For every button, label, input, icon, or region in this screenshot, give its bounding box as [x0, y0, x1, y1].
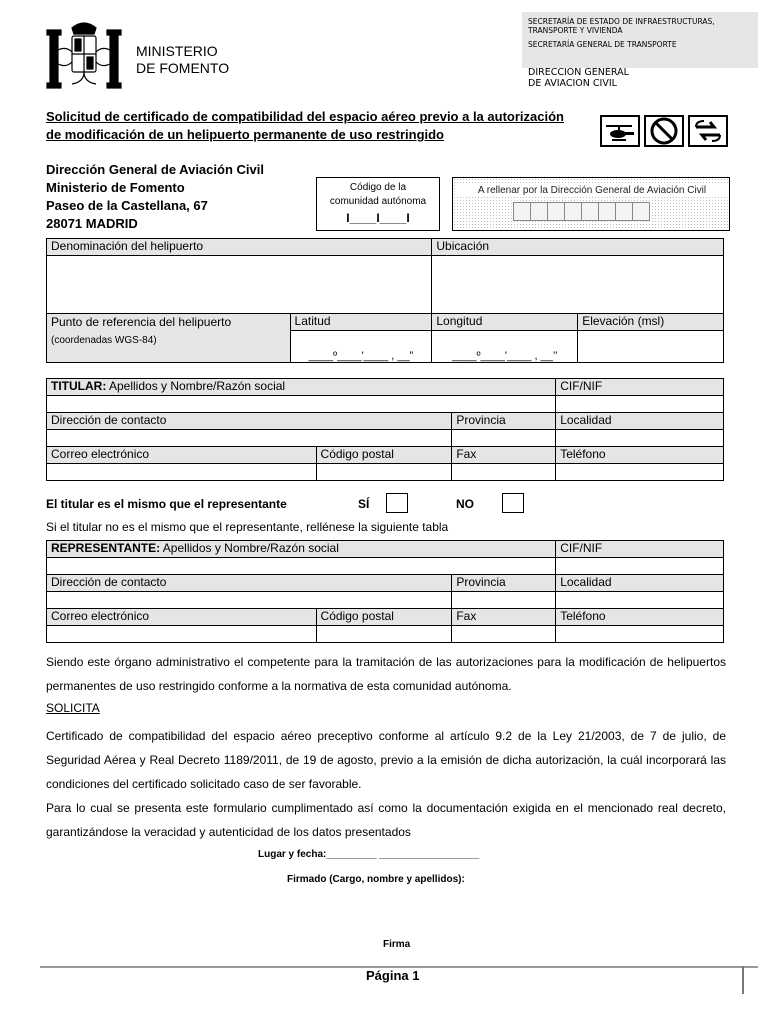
secretariat-box	[522, 12, 758, 68]
holder-email-label: Correo electrónico	[47, 447, 317, 464]
rep-locality-field[interactable]	[556, 592, 724, 609]
ministry-line: MINISTERIO	[136, 43, 218, 59]
page-number: Página 1	[366, 968, 420, 983]
holder-address-label: Dirección de contacto	[47, 413, 452, 430]
holder-phone-field[interactable]	[556, 464, 724, 481]
rep-title-bold: REPRESENTANTE:	[51, 541, 161, 555]
holder-locality-field[interactable]	[556, 430, 724, 447]
reserved-cell	[564, 202, 582, 221]
prohibited-icon	[645, 116, 683, 146]
ref-point-label: Punto de referencia del helipuerto	[51, 315, 232, 329]
holder-name-label	[47, 379, 556, 396]
rep-province-field[interactable]	[452, 592, 556, 609]
dgac-line: DE AVIACION CIVIL	[528, 78, 617, 89]
category-icons	[600, 113, 730, 149]
latitude-field[interactable]: ____º____'____ , __”	[290, 331, 432, 363]
dgac-reserved-box	[452, 177, 730, 231]
no-option-label: NO	[456, 497, 474, 511]
title-line: de modificación de un helipuerto permanente de uso restringido	[46, 127, 444, 142]
reserved-cell	[530, 202, 548, 221]
reserved-cell	[615, 202, 633, 221]
heliport-table	[46, 238, 724, 363]
latitude-label: Latitud	[290, 314, 432, 331]
ministry-line: DE FOMENTO	[136, 60, 230, 76]
reserved-cell	[581, 202, 599, 221]
dgac-heading	[528, 67, 629, 89]
holder-postal-field[interactable]	[316, 464, 452, 481]
title-line: Solicitud de certificado de compatibilidad del espacio aéreo previo a la autorización	[46, 109, 564, 124]
solicita-heading: SOLICITA	[46, 701, 100, 715]
holder-province-field[interactable]	[452, 430, 556, 447]
address-line: Paseo de la Castellana, 67	[46, 198, 208, 213]
recipient-address	[46, 161, 264, 233]
longitude-field[interactable]: ____º____'____ , __’’	[432, 331, 578, 363]
no-checkbox[interactable]	[502, 493, 524, 513]
address-line: Ministerio de Fomento	[46, 180, 185, 195]
rep-postal-label: Código postal	[316, 609, 452, 626]
rep-fax-label: Fax	[452, 609, 556, 626]
longitude-label: Longitud	[432, 314, 578, 331]
holder-fax-label: Fax	[452, 447, 556, 464]
same-holder-question: El titular es el mismo que el representante	[46, 497, 287, 511]
reserved-cell	[632, 202, 650, 221]
ref-point-cell	[47, 314, 291, 363]
holder-fax-field[interactable]	[452, 464, 556, 481]
rep-postal-field[interactable]	[316, 626, 452, 643]
dgac-reserved-label: A rellenar por la Dirección General de Aviación Civil	[456, 185, 728, 196]
rep-email-label: Correo electrónico	[47, 609, 317, 626]
competence-paragraph: Siendo este órgano administrativo el competente para la tramitación de las autorizaciones para la modificación de helipuertos permanentes de uso restringido conforme a la normativa de esta comunidad autónoma.	[46, 655, 726, 693]
holder-table	[46, 378, 724, 481]
rep-cif-field[interactable]	[556, 558, 724, 575]
rep-phone-label: Teléfono	[556, 609, 724, 626]
community-code-label: Código de la	[349, 182, 407, 193]
reserved-cell	[598, 202, 616, 221]
rep-cif-label: CIF/NIF	[556, 541, 724, 558]
holder-province-label: Provincia	[452, 413, 556, 430]
yes-checkbox[interactable]	[386, 493, 408, 513]
ref-point-note: (coordenadas WGS-84)	[51, 335, 157, 346]
holder-address-field[interactable]	[47, 430, 452, 447]
secretary-state: SECRETARÍA DE ESTADO DE INFRAESTRUCTURAS, TRANSPORTE Y VIVIENDA	[528, 17, 715, 35]
helicopter-icon	[601, 116, 639, 146]
request-paragraph: Certificado de compatibilidad del espacio aéreo preceptivo conforme al artículo 9.2 de la Ley 21/2003, de 7 de julio, de Seguridad Aérea y Real Decreto 1189/2011, de 19 de agosto, previo a la emisión de dicha autorización, la cuál incorporará las condiciones del certificado solicitado caso de ser favorable.	[46, 729, 726, 791]
rep-address-field[interactable]	[47, 592, 452, 609]
holder-email-field[interactable]	[47, 464, 317, 481]
community-code-box[interactable]	[316, 177, 440, 231]
rep-phone-field[interactable]	[556, 626, 724, 643]
signed-by-label: Firmado (Cargo, nombre y apellidos):	[287, 874, 465, 885]
place-date-line[interactable]: Lugar y fecha:_________ __________________	[258, 849, 480, 860]
holder-phone-label: Teléfono	[556, 447, 724, 464]
community-code-value: I____I____I	[346, 211, 410, 225]
heliport-location-label: Ubicación	[432, 239, 724, 256]
address-line: 28071 MADRID	[46, 216, 138, 231]
rep-name-label	[47, 541, 556, 558]
holder-title-bold: TITULAR:	[51, 379, 107, 393]
address-line: Dirección General de Aviación Civil	[46, 162, 264, 177]
dgac-reserved-cells	[513, 202, 649, 221]
reserved-cell	[513, 202, 531, 221]
holder-locality-label: Localidad	[556, 413, 724, 430]
heliport-name-field[interactable]	[47, 256, 432, 314]
holder-cif-label: CIF/NIF	[556, 379, 724, 396]
same-holder-note: Si el titular no es el mismo que el representante, rellénese la siguiente tabla	[46, 520, 449, 534]
ministry-name	[136, 43, 229, 77]
rep-locality-label: Localidad	[556, 575, 724, 592]
elevation-label: Elevación (msl)	[578, 314, 724, 331]
rep-email-field[interactable]	[47, 626, 317, 643]
representative-table	[46, 540, 724, 643]
signature-label: Firma	[383, 939, 411, 950]
yes-option-label: SÍ	[358, 497, 370, 511]
footer-corner-mark	[742, 966, 744, 994]
exchange-arrows-icon	[689, 116, 727, 146]
secretary-general: SECRETARÍA GENERAL DE TRANSPORTE	[528, 40, 677, 49]
rep-address-label: Dirección de contacto	[47, 575, 452, 592]
coat-of-arms-logo	[42, 20, 126, 94]
holder-cif-field[interactable]	[556, 396, 724, 413]
rep-province-label: Provincia	[452, 575, 556, 592]
reserved-cell	[547, 202, 565, 221]
rep-fax-field[interactable]	[452, 626, 556, 643]
rep-name-field[interactable]	[47, 558, 556, 575]
holder-postal-label: Código postal	[316, 447, 452, 464]
community-code-label: comunidad autónoma	[329, 196, 427, 207]
elevation-field[interactable]	[578, 331, 724, 363]
documentation-paragraph: Para lo cual se presenta este formulario cumplimentado así como la documentación exigida en el mencionado real decreto, garantizándose la veracidad y autenticidad de los datos presentados	[46, 801, 726, 839]
holder-name-field[interactable]	[47, 396, 556, 413]
form-title	[46, 108, 596, 144]
holder-title-rest: Apellidos y Nombre/Razón social	[106, 379, 286, 393]
dgac-line: DIRECCION GENERAL	[528, 67, 629, 78]
heliport-location-field[interactable]	[432, 256, 724, 314]
rep-title-rest: Apellidos y Nombre/Razón social	[160, 541, 339, 555]
heliport-name-label: Denominación del helipuerto	[47, 239, 432, 256]
